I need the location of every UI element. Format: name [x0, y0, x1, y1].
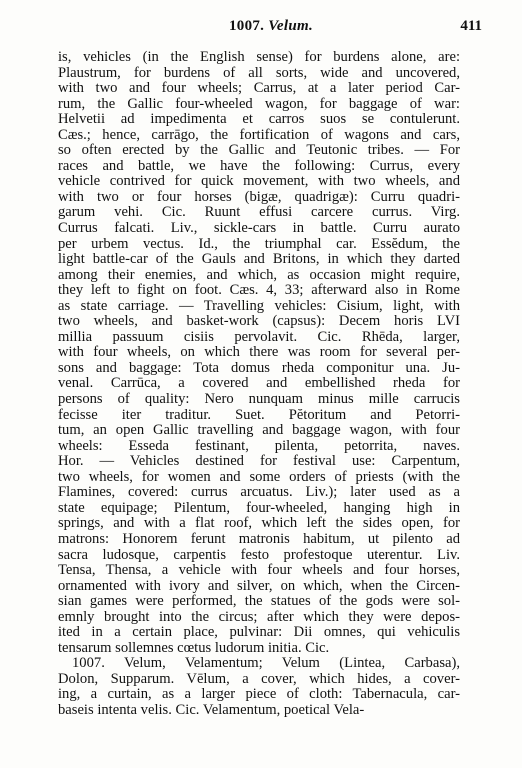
text-line: with two or four horses (bigæ, quadrigæ): Curru quadri- — [58, 188, 460, 205]
text-line: is, vehicles (in the English sense) for burdens alone, are: — [58, 49, 460, 65]
text-line: Cæs.; hence, carrāgo, the fortification of wagons and cars, — [58, 126, 460, 143]
text-line: ited in a certain place, pulvinar: Dii omnes, qui vehiculis — [58, 624, 460, 641]
text-line: 1007. Velum, Velamentum; Velum (Lintea, Carbasa), — [72, 655, 460, 672]
text-line: tum, an open Gallic travelling and baggage wagon, with four — [58, 422, 460, 439]
running-title — [60, 18, 482, 35]
text-line: among their enemies, and which, as occasion might require, — [58, 266, 460, 283]
text-line: sacra ludosque, carpentis festo profestoque uterentur. Liv. — [58, 546, 460, 563]
text-line: with four wheels, on which there was room for several per- — [58, 344, 460, 361]
text-line: per urbem vectus. Id., the triumphal car. Essĕdum, the — [58, 235, 460, 252]
body-text — [58, 50, 460, 719]
text-line: light battle-car of the Gauls and Britons, in which they darted — [58, 251, 460, 268]
text-line: vehicle contrived for quick movement, with two wheels, and — [58, 173, 460, 190]
text-line: millia passuum cisiis pervolavit. Cic. Rhēda, larger, — [58, 328, 460, 345]
text-line: Flamines, covered: currus arcuatus. Liv.); later used as a — [58, 484, 460, 501]
text-line: ornamented with ivory and silver, on which, when the Circen- — [58, 577, 460, 594]
text-line: they left to fight on foot. Cæs. 4, 33; afterward also in Rome — [58, 282, 460, 299]
page-number: 411 — [460, 18, 482, 34]
section-title: Velum. — [268, 18, 314, 34]
text-line: two wheels, and basket-work (capsus): Decem horis LVI — [58, 313, 460, 330]
text-line: Currus falcati. Liv., sickle-cars in battle. Curru aurato — [58, 220, 460, 237]
text-line: state equipage; Pilentum, four-wheeled, hanging high in — [58, 499, 460, 516]
text-line: races and battle, we have the following: Currus, every — [58, 157, 460, 174]
text-line: with two and four wheels; Carrus, at a later period Car- — [58, 80, 460, 97]
section-number: 1007. — [228, 18, 265, 34]
text-line: springs, and with a flat roof, which left the sides open, for — [58, 515, 460, 532]
page-header — [60, 18, 482, 40]
text-line: as state carriage. — Travelling vehicles: Cisium, light, with — [58, 297, 460, 314]
text-line: ing, a curtain, as a larger piece of cloth: Tabernacula, car- — [58, 686, 460, 703]
text-line: rum, the Gallic four-wheeled wagon, for baggage of war: — [58, 95, 460, 112]
text-line: emnly brought into the circus; after which they were depos- — [58, 608, 460, 625]
text-line: Plaustrum, for burdens of all sorts, wide and uncovered, — [58, 64, 460, 81]
text-line: sons and baggage: Tota domus rheda componitur una. Ju- — [58, 359, 460, 376]
text-line: so often erected by the Gallic and Teutonic tribes. — For — [58, 142, 460, 159]
text-line: venal. Carrūca, a covered and embellished rheda for — [58, 375, 460, 392]
text-line: wheels: Esseda festinant, pilenta, petorrita, naves. — [58, 437, 460, 454]
text-line: sian games were performed, the statues of the gods were sol- — [58, 593, 460, 610]
text-line: baseis intenta velis. Cic. Velamentum, poetical Vela- — [58, 701, 365, 718]
text-line: tensarum sollemnes cœtus ludorum initia. Cic. — [58, 639, 330, 656]
text-line: Helvetii ad impedimenta et carros suos se contulerunt. — [58, 111, 460, 128]
text-line: persons of quality: Nero nunquam minus mille carrucis — [58, 391, 460, 408]
text-line: garum vehi. Cic. Ruunt effusi carcere currus. Virg. — [58, 204, 460, 221]
text-line: matrons: Honorem ferunt matronis habitum, ut pilento ad — [58, 530, 460, 547]
text-line: two wheels, for women and some orders of priests (with the — [58, 468, 460, 485]
text-line: Tensa, Thensa, a vehicle with four wheels and four horses, — [58, 562, 460, 579]
text-line: Dolon, Supparum. Vēlum, a cover, which hides, a cover- — [58, 670, 460, 687]
text-line: fecisse iter traditur. Suet. Pĕtoritum and Petorri- — [58, 406, 460, 423]
text-line: Hor. — Vehicles destined for festival use: Carpentum, — [58, 453, 460, 470]
